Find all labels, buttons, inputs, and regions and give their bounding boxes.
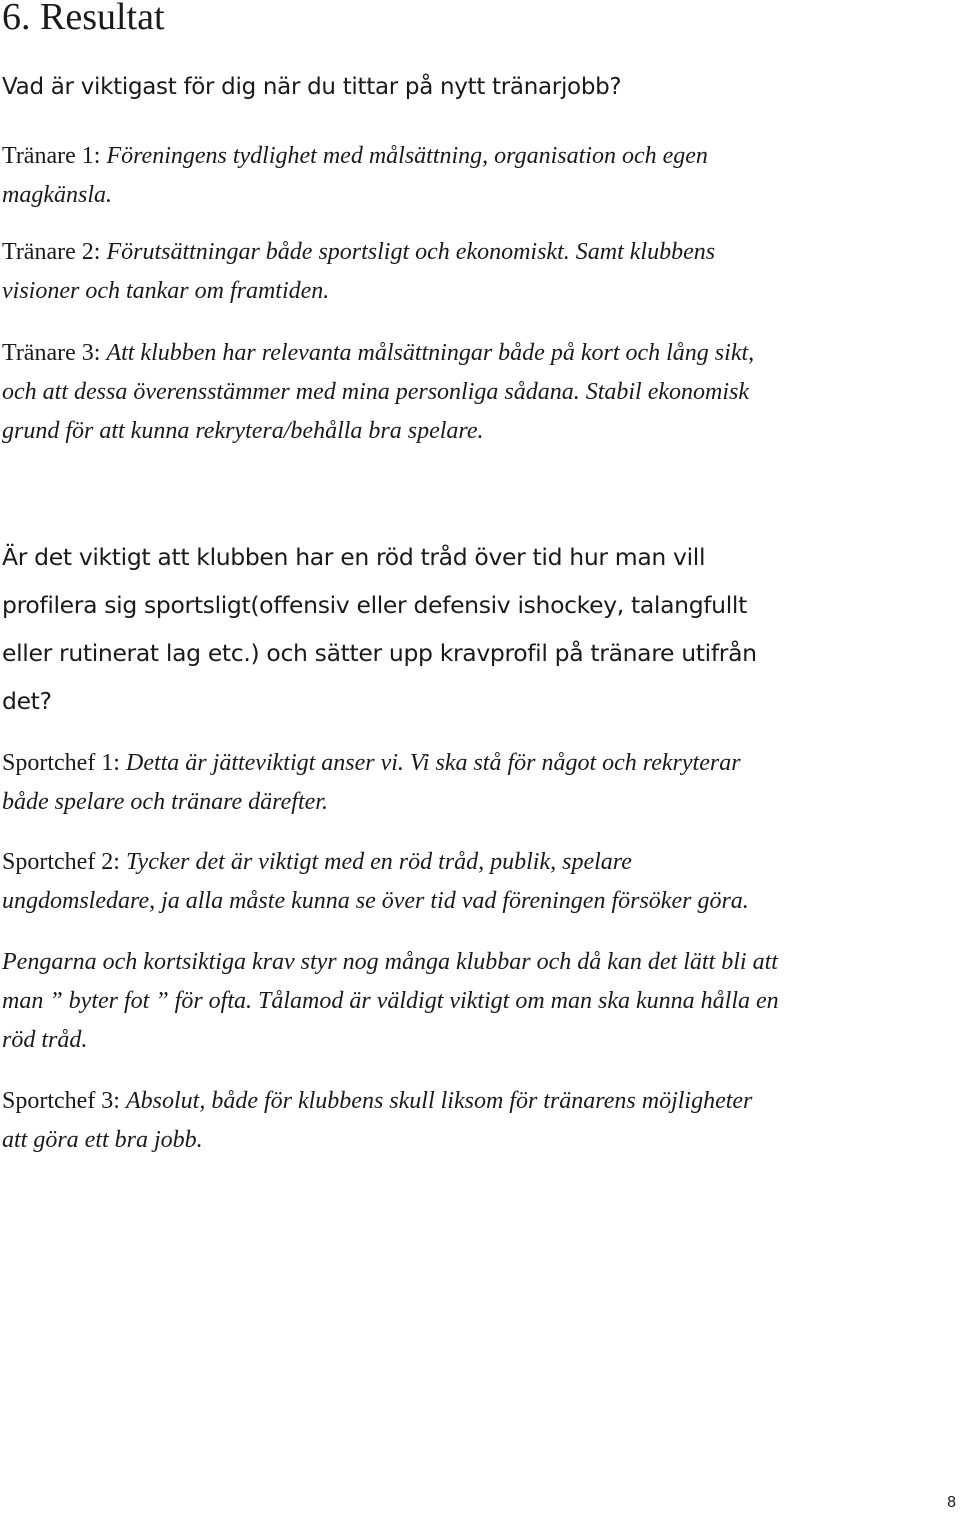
- trainer-1-answer: [2, 137, 708, 215]
- answer-text: man ” byter fot ” för ofta. Tålamod är väldigt viktigt om man ska kunna hålla en: [2, 988, 779, 1014]
- page-number: 8: [947, 1494, 956, 1511]
- respondent-label: Tränare 2:: [2, 239, 107, 265]
- answer-text: Att klubben har relevanta målsättningar både på kort och lång sikt,: [106, 340, 755, 366]
- section-heading: 6. Resultat: [2, 0, 165, 38]
- sportchef-1-answer: [2, 744, 741, 822]
- question-2-line: Är det viktigt att klubben har en röd tråd över tid hur man vill: [2, 543, 706, 571]
- respondent-label: Tränare 3:: [2, 340, 107, 366]
- answer-text: visioner och tankar om framtiden.: [2, 278, 330, 304]
- answer-text: Tycker det är viktigt med en röd tråd, publik, spelare: [125, 849, 632, 875]
- sportchef-2-answer-continued: [2, 943, 779, 1060]
- answer-text: Detta är jätteviktigt anser vi. Vi ska stå för något och rekryterar: [125, 750, 741, 776]
- sportchef-3-answer: [2, 1082, 752, 1160]
- answer-text: magkänsla.: [2, 182, 112, 208]
- question-2-line: det?: [2, 687, 52, 715]
- trainer-2-answer: [2, 233, 715, 311]
- answer-text: Pengarna och kortsiktiga krav styr nog många klubbar och då kan det lätt bli att: [2, 949, 778, 975]
- answer-text: Absolut, både för klubbens skull liksom för tränarens möjligheter: [125, 1088, 753, 1114]
- respondent-label: Sportchef 1:: [2, 750, 126, 776]
- answer-text: att göra ett bra jobb.: [2, 1127, 203, 1153]
- answer-text: Förutsättningar både sportsligt och ekonomiskt. Samt klubbens: [106, 239, 716, 265]
- answer-text: röd tråd.: [2, 1027, 88, 1053]
- answer-text: Föreningens tydlighet med målsättning, organisation och egen: [106, 143, 708, 169]
- question-1: Vad är viktigast för dig när du tittar på nytt tränarjobb?: [2, 74, 622, 100]
- answer-text: och att dessa överensstämmer med mina personliga sådana. Stabil ekonomisk: [2, 379, 750, 405]
- answer-text: både spelare och tränare därefter.: [2, 789, 328, 815]
- question-2-line: eller rutinerat lag etc.) och sätter upp kravprofil på tränare utifrån: [2, 639, 757, 667]
- respondent-label: Sportchef 3:: [2, 1088, 126, 1114]
- question-2: [2, 533, 757, 725]
- trainer-3-answer: [2, 334, 754, 451]
- sportchef-2-answer: [2, 843, 749, 921]
- respondent-label: Tränare 1:: [2, 143, 107, 169]
- respondent-label: Sportchef 2:: [2, 849, 126, 875]
- question-2-line: profilera sig sportsligt(offensiv eller defensiv ishockey, talangfullt: [2, 591, 747, 619]
- answer-text: grund för att kunna rekrytera/behålla bra spelare.: [2, 418, 484, 444]
- answer-text: ungdomsledare, ja alla måste kunna se över tid vad föreningen försöker göra.: [2, 888, 749, 914]
